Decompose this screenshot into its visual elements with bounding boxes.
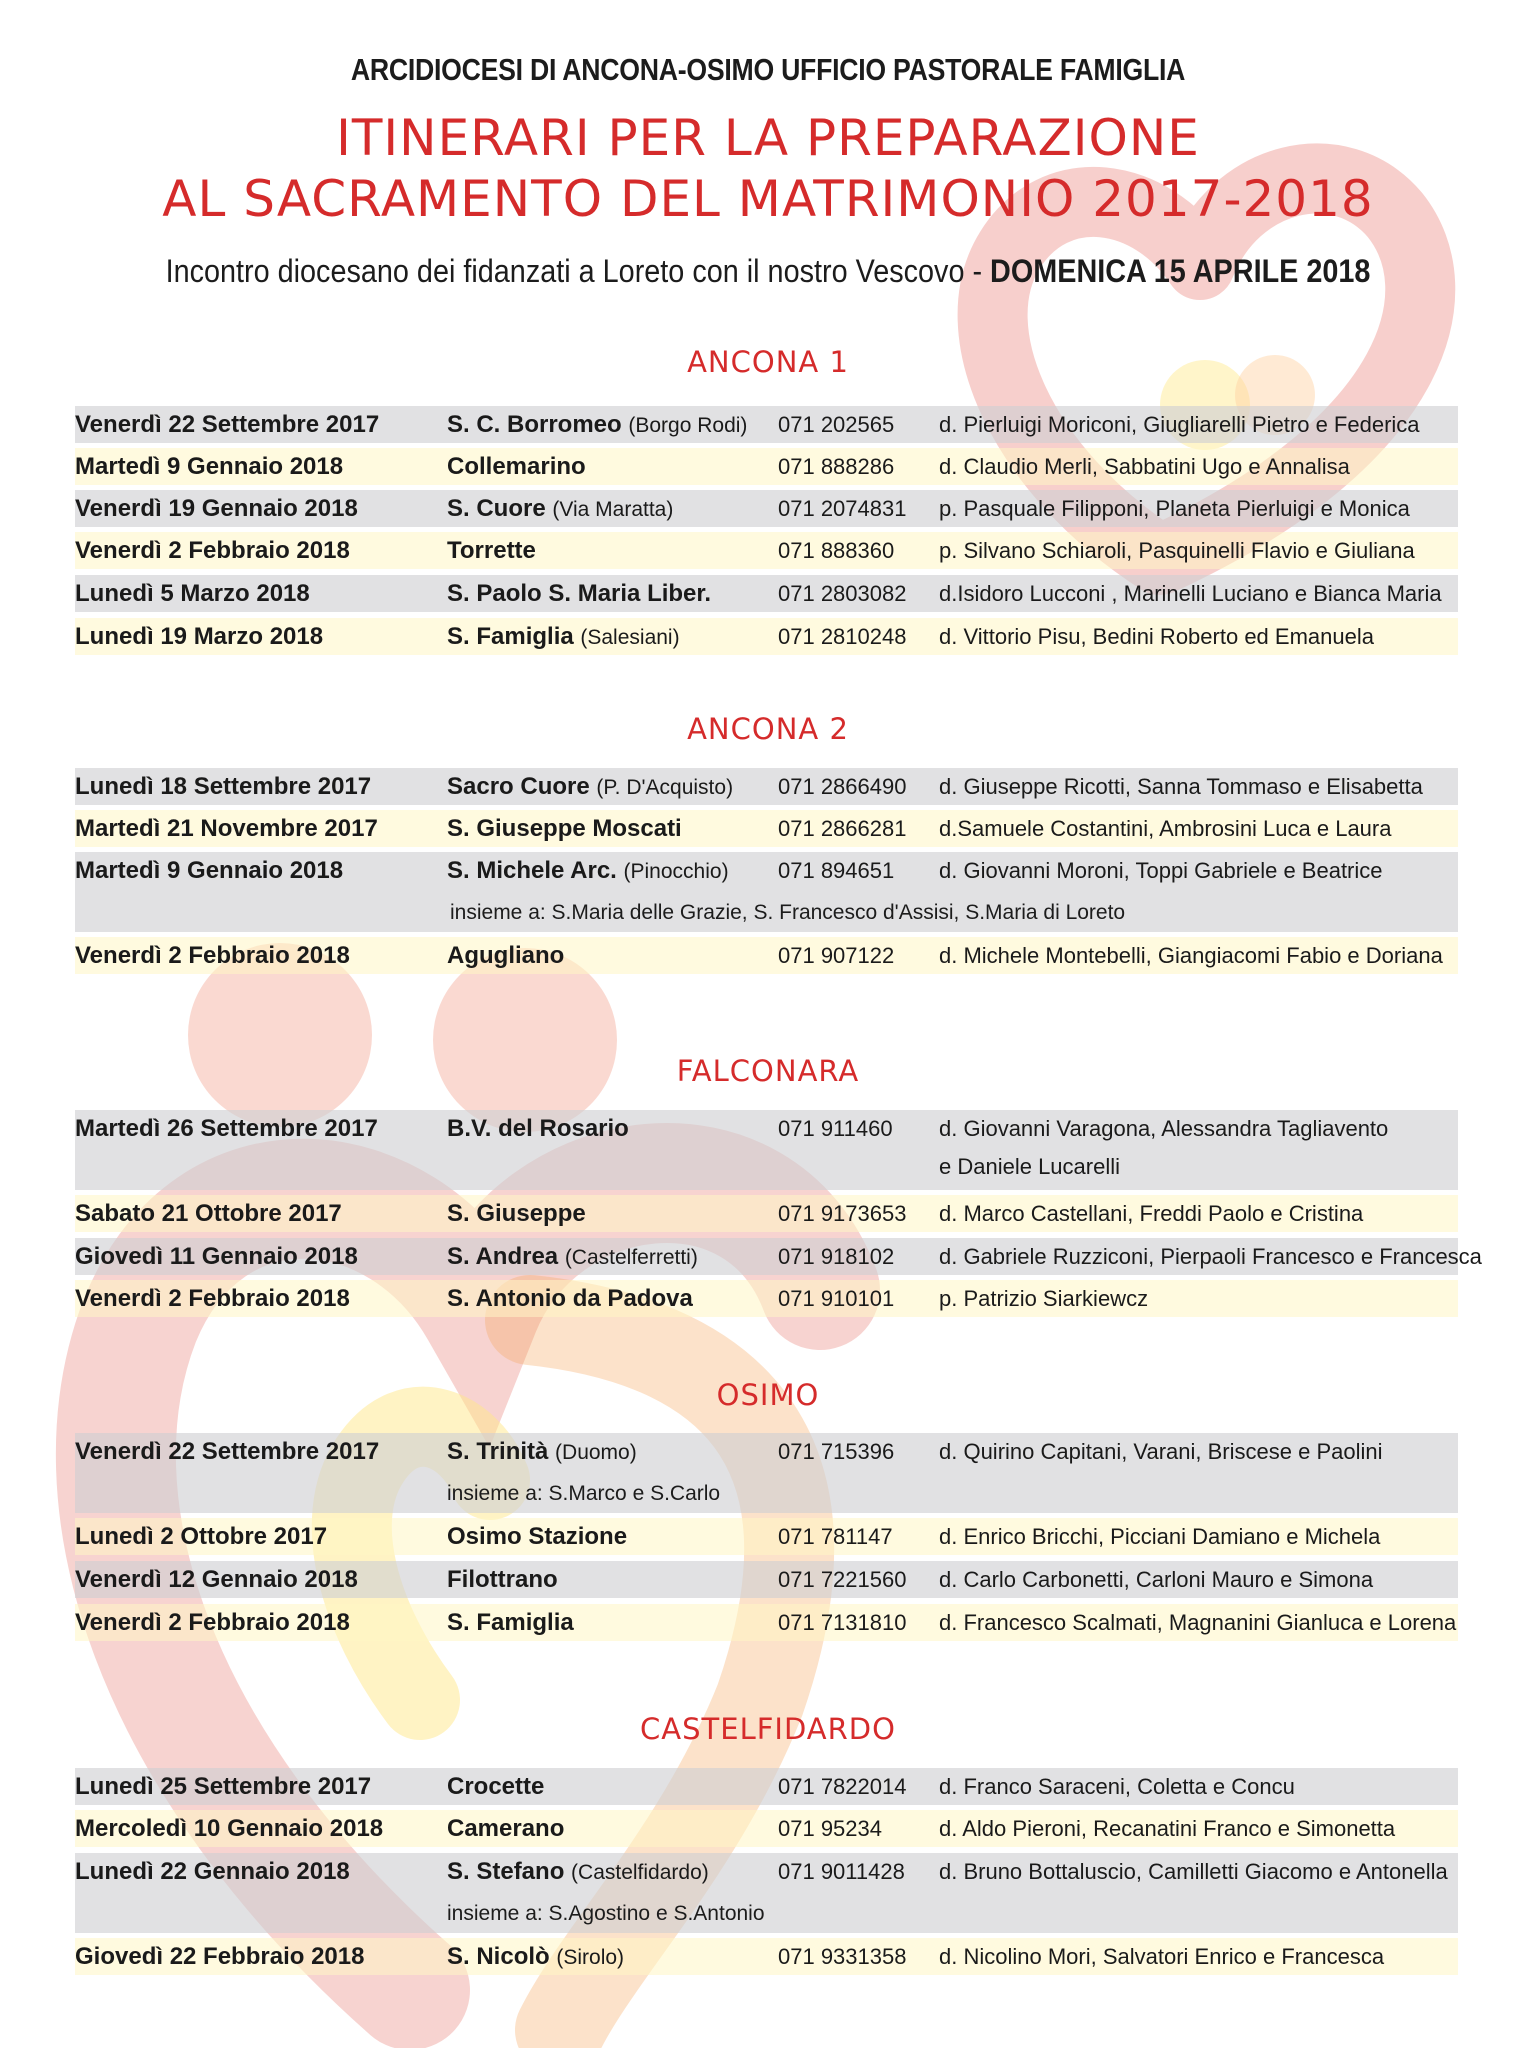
row-date: Venerdì 2 Febbraio 2018 bbox=[75, 1285, 350, 1312]
row-place bbox=[447, 1195, 586, 1233]
place-name: Agugliano bbox=[447, 942, 565, 969]
table-row bbox=[75, 1110, 1458, 1190]
table-row bbox=[75, 1604, 1458, 1641]
place-name: S. Michele Arc. bbox=[447, 857, 617, 884]
row-place bbox=[447, 448, 586, 486]
row-phone: 071 888286 bbox=[778, 454, 895, 479]
row-phone: 071 2074831 bbox=[778, 496, 907, 521]
table-row bbox=[75, 406, 1458, 443]
row-phone: 071 7131810 bbox=[778, 1610, 907, 1635]
table-row bbox=[75, 1433, 1458, 1513]
row-phone: 071 2803082 bbox=[778, 581, 907, 606]
subtitle-date: DOMENICA 15 APRILE 2018 bbox=[990, 253, 1371, 289]
row-place bbox=[447, 1238, 698, 1276]
row-date: Venerdì 2 Febbraio 2018 bbox=[75, 942, 350, 969]
place-note: (Pinocchio) bbox=[623, 860, 729, 883]
row-date: Lunedì 19 Marzo 2018 bbox=[75, 623, 324, 650]
section-title: FALCONARA bbox=[676, 1054, 860, 1088]
table-row bbox=[75, 810, 1458, 847]
place-name: S. Antonio da Padova bbox=[447, 1285, 693, 1312]
row-phone: 071 2866281 bbox=[778, 816, 907, 841]
row-place bbox=[447, 1110, 629, 1148]
row-insieme: insieme a: S.Marco e S.Carlo bbox=[447, 1482, 721, 1505]
row-place bbox=[447, 1853, 709, 1891]
table-row bbox=[75, 1768, 1458, 1805]
row-place bbox=[447, 810, 682, 848]
row-date: Venerdì 2 Febbraio 2018 bbox=[75, 537, 350, 564]
table-row bbox=[75, 937, 1458, 974]
row-date: Mercoledì 10 Gennaio 2018 bbox=[75, 1815, 384, 1842]
row-insieme: insieme a: S.Maria delle Grazie, S. Francesco d'Assisi, S.Maria di Loreto bbox=[450, 901, 1126, 924]
place-note: (Duomo) bbox=[555, 1441, 637, 1464]
subtitle-text: Incontro diocesano dei fidanzati a Loreto con il nostro Vescovo - bbox=[165, 253, 991, 289]
row-people: p. Patrizio Siarkiewcz bbox=[939, 1286, 1149, 1311]
place-note: (Castelferretti) bbox=[564, 1246, 698, 1269]
circle-decoration-icon bbox=[433, 948, 617, 1132]
row-phone: 071 911460 bbox=[778, 1116, 893, 1141]
row-place bbox=[447, 1938, 624, 1976]
main-title-line-2: AL SACRAMENTO DEL MATRIMONIO 2017-2018 bbox=[162, 170, 1374, 228]
place-name: S. Giuseppe Moscati bbox=[447, 815, 682, 842]
table-row bbox=[75, 1238, 1482, 1275]
row-date: Venerdì 19 Gennaio 2018 bbox=[75, 495, 358, 522]
row-people: d. Franco Saraceni, Coletta e Concu bbox=[939, 1774, 1295, 1799]
row-date: Lunedì 25 Settembre 2017 bbox=[75, 1773, 372, 1800]
row-date: Martedì 21 Novembre 2017 bbox=[75, 815, 378, 842]
row-place bbox=[447, 490, 673, 528]
row-phone: 071 910101 bbox=[778, 1286, 895, 1311]
organization-header: ARCIDIOCESI DI ANCONA-OSIMO UFFICIO PASTORALE FAMIGLIA bbox=[350, 52, 1186, 87]
row-people: d. Michele Montebelli, Giangiacomi Fabio e Doriana bbox=[939, 943, 1443, 968]
row-people: d. Nicolino Mori, Salvatori Enrico e Francesca bbox=[939, 1944, 1385, 1969]
place-note: (P. D'Acquisto) bbox=[596, 776, 734, 799]
row-place bbox=[447, 532, 536, 570]
table-row bbox=[75, 448, 1458, 485]
row-place bbox=[447, 852, 729, 890]
row-date: Lunedì 22 Gennaio 2018 bbox=[75, 1858, 350, 1885]
place-name: Torrette bbox=[447, 537, 536, 564]
row-people: d. Giuseppe Ricotti, Sanna Tommaso e Elisabetta bbox=[939, 774, 1423, 799]
subtitle bbox=[77, 253, 1459, 290]
row-people: d. Vittorio Pisu, Bedini Roberto ed Emanuela bbox=[939, 624, 1374, 649]
row-phone: 071 7221560 bbox=[778, 1567, 907, 1592]
section-title: CASTELFIDARDO bbox=[640, 1712, 896, 1746]
row-people: p. Pasquale Filipponi, Planeta Pierluigi e Monica bbox=[939, 496, 1410, 521]
row-place bbox=[447, 406, 747, 444]
place-name: S. Andrea bbox=[447, 1243, 559, 1270]
row-date: Venerdì 22 Settembre 2017 bbox=[75, 1438, 380, 1465]
row-date: Lunedì 18 Settembre 2017 bbox=[75, 773, 372, 800]
row-people: d. Carlo Carbonetti, Carloni Mauro e Simona bbox=[939, 1567, 1374, 1592]
row-place bbox=[447, 1518, 627, 1556]
place-note: (Borgo Rodi) bbox=[628, 414, 748, 437]
row-date: Lunedì 5 Marzo 2018 bbox=[75, 580, 310, 607]
row-people: d. Aldo Pieroni, Recanatini Franco e Simonetta bbox=[939, 1816, 1396, 1841]
row-date: Venerdì 2 Febbraio 2018 bbox=[75, 1609, 350, 1636]
row-place bbox=[447, 1280, 693, 1318]
row-phone: 071 9331358 bbox=[778, 1944, 907, 1969]
row-phone: 071 202565 bbox=[778, 412, 895, 437]
row-people: d. Claudio Merli, Sabbatini Ugo e Annalisa bbox=[939, 454, 1350, 479]
place-name: S. Paolo S. Maria Liber. bbox=[447, 580, 712, 607]
row-phone: 071 715396 bbox=[778, 1439, 895, 1464]
table-row bbox=[75, 1280, 1458, 1317]
place-name: S. Nicolò bbox=[447, 1943, 550, 1970]
row-people: d. Francesco Scalmati, Magnanini Gianluca e Lorena bbox=[939, 1610, 1457, 1635]
place-note: (Salesiani) bbox=[580, 626, 680, 649]
table-row bbox=[75, 490, 1458, 527]
row-phone: 071 7822014 bbox=[778, 1774, 907, 1799]
place-name: Osimo Stazione bbox=[447, 1523, 628, 1550]
row-place bbox=[447, 1433, 637, 1471]
row-date: Lunedì 2 Ottobre 2017 bbox=[75, 1523, 328, 1550]
place-name: S. Famiglia bbox=[447, 623, 574, 650]
row-phone: 071 2866490 bbox=[778, 774, 907, 799]
row-phone: 071 918102 bbox=[778, 1244, 895, 1269]
table-row bbox=[75, 1853, 1458, 1933]
section-title: ANCONA 1 bbox=[687, 345, 849, 379]
table-row bbox=[75, 1938, 1458, 1975]
row-date: Venerdì 22 Settembre 2017 bbox=[75, 411, 380, 438]
place-name: Crocette bbox=[447, 1773, 545, 1800]
table-row bbox=[75, 1561, 1458, 1598]
row-phone: 071 95234 bbox=[778, 1816, 882, 1841]
row-place bbox=[447, 1810, 564, 1848]
row-place bbox=[447, 618, 680, 656]
row-place bbox=[447, 1768, 544, 1806]
row-phone: 071 9011428 bbox=[778, 1859, 905, 1884]
table-row bbox=[75, 618, 1458, 655]
place-name: S. Stefano bbox=[447, 1858, 565, 1885]
place-note: (Sirolo) bbox=[556, 1946, 625, 1969]
row-date: Giovedì 22 Febbraio 2018 bbox=[75, 1943, 365, 1970]
table-row bbox=[75, 1810, 1458, 1847]
table-row bbox=[75, 532, 1458, 569]
row-place bbox=[447, 937, 564, 975]
row-date: Sabato 21 Ottobre 2017 bbox=[75, 1200, 342, 1227]
row-people: d.Samuele Costantini, Ambrosini Luca e Laura bbox=[939, 816, 1392, 841]
row-people: d. Marco Castellani, Freddi Paolo e Cristina bbox=[939, 1201, 1364, 1226]
place-note: (Via Maratta) bbox=[552, 498, 674, 521]
row-date: Martedì 26 Settembre 2017 bbox=[75, 1115, 378, 1142]
section-title: OSIMO bbox=[716, 1378, 820, 1412]
row-phone: 071 781147 bbox=[778, 1524, 893, 1549]
row-phone: 071 9173653 bbox=[778, 1201, 907, 1226]
table-row bbox=[75, 852, 1458, 932]
row-people: d. Gabriele Ruzziconi, Pierpaoli Francesco e Francesca bbox=[939, 1244, 1482, 1269]
row-people: d. Quirino Capitani, Varani, Briscese e Paolini bbox=[939, 1439, 1383, 1464]
place-name: S. Famiglia bbox=[447, 1609, 574, 1636]
row-people: d. Giovanni Varagona, Alessandra Tagliavento bbox=[939, 1116, 1389, 1141]
row-people-continued: e Daniele Lucarelli bbox=[939, 1154, 1120, 1179]
place-name: Filottrano bbox=[447, 1566, 558, 1593]
place-name: Camerano bbox=[447, 1815, 565, 1842]
place-name: S. C. Borromeo bbox=[447, 411, 622, 438]
row-people: p. Silvano Schiaroli, Pasquinelli Flavio e Giuliana bbox=[939, 538, 1415, 563]
row-place bbox=[447, 1561, 558, 1599]
row-people: d.Isidoro Lucconi , Marinelli Luciano e Bianca Maria bbox=[939, 581, 1442, 606]
row-date: Venerdì 12 Gennaio 2018 bbox=[75, 1566, 358, 1593]
row-place bbox=[447, 1604, 574, 1642]
row-date: Martedì 9 Gennaio 2018 bbox=[75, 857, 344, 884]
section-title: ANCONA 2 bbox=[687, 712, 849, 746]
place-name: Collemarino bbox=[447, 453, 586, 480]
row-place bbox=[447, 575, 711, 613]
row-phone: 071 2810248 bbox=[778, 624, 907, 649]
row-insieme: insieme a: S.Agostino e S.Antonio bbox=[447, 1902, 765, 1925]
row-phone: 071 907122 bbox=[778, 943, 895, 968]
place-name: Sacro Cuore bbox=[447, 773, 590, 800]
row-date: Martedì 9 Gennaio 2018 bbox=[75, 453, 344, 480]
row-people: d. Bruno Bottaluscio, Camilletti Giacomo e Antonella bbox=[939, 1859, 1448, 1884]
row-phone: 071 888360 bbox=[778, 538, 895, 563]
table-row bbox=[75, 1195, 1458, 1232]
table-row bbox=[75, 768, 1458, 805]
row-date: Giovedì 11 Gennaio 2018 bbox=[75, 1243, 358, 1270]
row-place bbox=[447, 768, 733, 806]
table-row bbox=[75, 575, 1458, 612]
place-name: B.V. del Rosario bbox=[447, 1115, 629, 1142]
row-people: d. Pierluigi Moriconi, Giugliarelli Pietro e Federica bbox=[939, 412, 1420, 437]
place-name: S. Cuore bbox=[447, 495, 546, 522]
main-title-line-1: ITINERARI PER LA PREPARAZIONE bbox=[336, 109, 1200, 167]
place-note: (Castelfidardo) bbox=[571, 1861, 709, 1884]
table-row bbox=[75, 1518, 1458, 1555]
row-phone: 071 894651 bbox=[778, 858, 895, 883]
row-people: d. Giovanni Moroni, Toppi Gabriele e Beatrice bbox=[939, 858, 1383, 883]
place-name: S. Trinità bbox=[447, 1438, 549, 1465]
place-name: S. Giuseppe bbox=[447, 1200, 586, 1227]
row-people: d. Enrico Bricchi, Picciani Damiano e Michela bbox=[939, 1524, 1381, 1549]
